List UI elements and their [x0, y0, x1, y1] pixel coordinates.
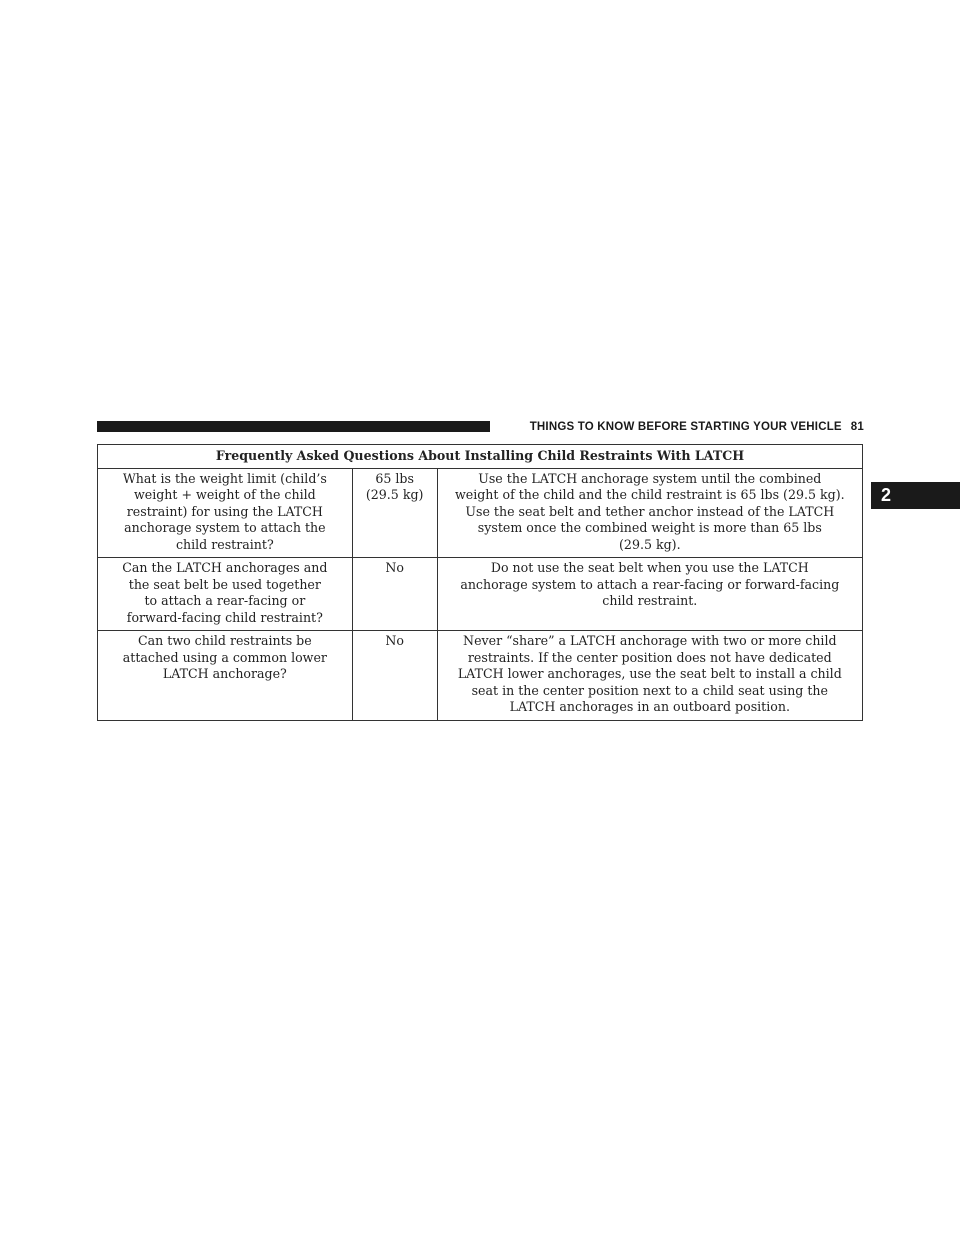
text-line: 65 lbs — [375, 470, 414, 486]
text-line: forward-facing child restraint? — [126, 609, 323, 625]
question-cell — [98, 558, 353, 631]
text-line: restraints. If the center position does not have dedicated — [467, 649, 832, 665]
text-line: seat in the center position next to a child seat using the — [471, 682, 828, 698]
answer-cell — [352, 468, 437, 558]
text-line: anchorage system to attach a rear-facing or forward-facing — [460, 576, 840, 592]
table-row — [98, 631, 863, 721]
text-line: Can two child restraints be — [138, 633, 312, 648]
answer-cell — [352, 631, 437, 721]
text-line: (29.5 kg) — [365, 487, 424, 502]
chapter-tab — [871, 482, 960, 509]
text-line: attached using a common lower — [122, 649, 327, 665]
text-line: Do not use the seat belt when you use the LATCH — [490, 560, 809, 575]
text-line: LATCH anchorage? — [162, 666, 287, 681]
explanation-cell — [437, 631, 862, 721]
text-line: child restraint? — [175, 536, 274, 552]
text-line: child restraint. — [602, 593, 698, 608]
text-line: weight + weight of the child — [133, 487, 316, 502]
text-line: LATCH lower anchorages, use the seat belt to install a child — [457, 666, 842, 681]
text-line: Can the LATCH anchorages and — [122, 560, 328, 575]
table-title-row — [98, 445, 863, 469]
page-number: 81 — [850, 421, 864, 433]
explanation-cell — [437, 558, 862, 631]
text-line: What is the weight limit (child’s — [122, 470, 327, 486]
table-row — [98, 558, 863, 631]
text-line: LATCH anchorages in an outboard position. — [509, 699, 790, 714]
table-row — [98, 468, 863, 558]
header-rule-bar — [97, 421, 490, 432]
text-line: Never “share” a LATCH anchorage with two or more child — [463, 633, 837, 648]
text-line: the seat belt be used together — [128, 576, 321, 592]
table-title: Frequently Asked Questions About Installing Child Restraints With LATCH — [98, 445, 863, 469]
text-line: Use the LATCH anchorage system until the combined — [478, 470, 822, 486]
chapter-number: 2 — [881, 485, 892, 505]
text-line: restraint) for using the LATCH — [126, 503, 323, 519]
text-line: No — [385, 560, 404, 575]
text-line: weight of the child and the child restraint is 65 lbs (29.5 kg). — [454, 487, 845, 502]
running-header — [502, 418, 864, 436]
faq-table — [97, 444, 863, 721]
text-line: (29.5 kg). — [619, 536, 681, 552]
section-title: THINGS TO KNOW BEFORE STARTING YOUR VEHICLE — [529, 421, 842, 433]
text-line: Use the seat belt and tether anchor instead of the LATCH — [465, 503, 835, 519]
question-cell — [98, 468, 353, 558]
text-line: No — [385, 633, 404, 648]
text-line: system once the combined weight is more than 65 lbs — [477, 520, 822, 535]
text-line: to attach a rear-facing or — [144, 593, 306, 608]
text-line: anchorage system to attach the — [124, 520, 326, 535]
question-cell — [98, 631, 353, 721]
answer-cell — [352, 558, 437, 631]
explanation-cell — [437, 468, 862, 558]
